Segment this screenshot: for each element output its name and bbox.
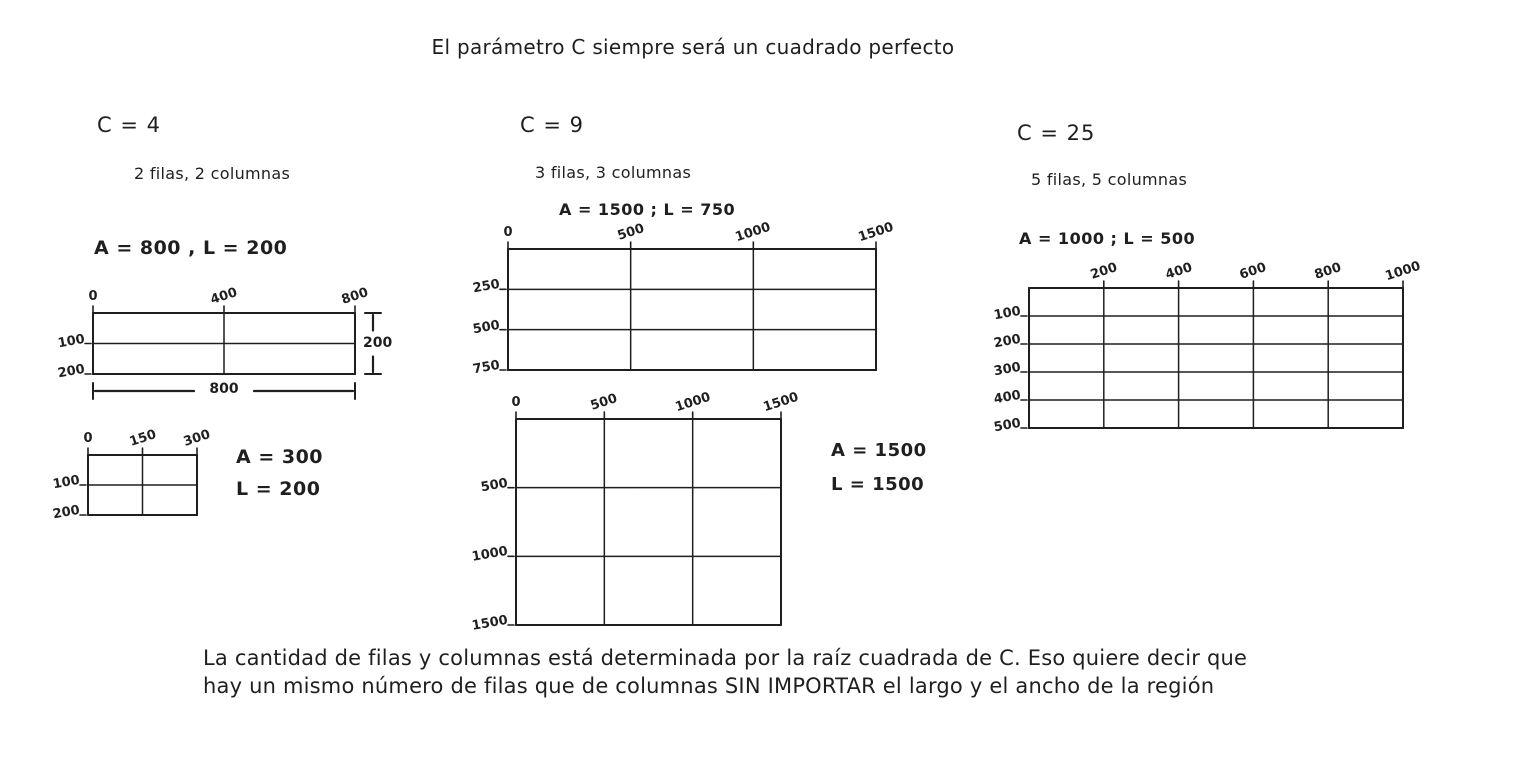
- c25-value-label: C = 25: [1017, 121, 1096, 145]
- c9-top-grid: [471, 219, 896, 378]
- c4-area-length-label: A = 800 , L = 200: [94, 237, 288, 259]
- y-tick-label: 500: [471, 317, 502, 337]
- c4-main-grid: [56, 285, 393, 397]
- x-tick-label: 150: [127, 427, 158, 450]
- height-dimension-label: 200: [363, 334, 393, 351]
- c4-rows-cols-label: 2 filas, 2 columnas: [134, 164, 291, 183]
- y-tick-label: 200: [992, 331, 1023, 352]
- c9-bottom-grid: [470, 389, 801, 634]
- y-tick-label: 200: [56, 361, 87, 382]
- y-tick-label: 400: [992, 387, 1023, 408]
- c4-small-length-label: L = 200: [236, 478, 321, 500]
- grid-lines: [1029, 288, 1403, 428]
- y-tick-label: 500: [992, 415, 1023, 436]
- grid-lines: [93, 313, 355, 374]
- y-tick-label: 500: [479, 475, 510, 495]
- c25-area-length-label: A = 1000 ; L = 500: [1019, 229, 1196, 248]
- y-tick-label: 250: [471, 277, 502, 297]
- grid-lines: [508, 249, 876, 370]
- y-tick-label: 1000: [470, 544, 510, 566]
- grid-lines: [88, 455, 197, 515]
- x-tick-label: 0: [88, 289, 98, 304]
- x-tick-label: 200: [1088, 260, 1120, 283]
- x-tick-label: 1500: [761, 389, 801, 416]
- x-tick-label: 1000: [733, 219, 773, 246]
- y-tick-label: 100: [56, 331, 87, 351]
- c9-bottom-length-label: L = 1500: [831, 474, 925, 495]
- x-tick-label: 1500: [856, 219, 896, 246]
- x-tick-label: 400: [1163, 260, 1194, 283]
- y-tick-label: 100: [992, 303, 1023, 324]
- x-tick-label: 0: [83, 431, 93, 446]
- c9-value-label: C = 9: [520, 113, 584, 137]
- footer-note-line1: La cantidad de filas y columnas está determinada por la raíz cuadrada de C. Eso quiere decir que: [203, 646, 1248, 670]
- y-tick-label: 750: [471, 357, 502, 378]
- c9-bottom-area-label: A = 1500: [831, 440, 927, 461]
- x-tick-label: 0: [503, 225, 513, 240]
- x-tick-label: 800: [1312, 260, 1344, 283]
- x-tick-label: 800: [339, 285, 371, 308]
- c25-main-grid: [992, 258, 1423, 436]
- c25-rows-cols-label: 5 filas, 5 columnas: [1031, 170, 1188, 189]
- c9-rows-cols-label: 3 filas, 3 columnas: [535, 163, 692, 182]
- x-tick-label: 500: [615, 221, 646, 244]
- x-tick-label: 500: [589, 391, 620, 414]
- x-tick-label: 300: [181, 427, 213, 450]
- x-tick-label: 400: [208, 285, 240, 308]
- y-tick-label: 100: [51, 472, 82, 493]
- x-tick-label: 1000: [1383, 258, 1423, 285]
- c4-small-area-label: A = 300: [236, 446, 324, 468]
- footer-note-line2: hay un mismo número de filas que de columnas SIN IMPORTAR el largo y el ancho de la región: [203, 674, 1215, 698]
- y-tick-label: 300: [992, 359, 1023, 380]
- width-dimension-label: 800: [209, 381, 239, 397]
- y-tick-label: 1500: [470, 612, 510, 634]
- c4-value-label: C = 4: [97, 113, 161, 137]
- page-title: El parámetro C siempre será un cuadrado perfecto: [431, 35, 955, 59]
- y-tick-label: 200: [51, 502, 82, 523]
- x-tick-label: 0: [511, 395, 521, 410]
- x-tick-label: 1000: [673, 389, 713, 416]
- grid-lines: [516, 419, 781, 625]
- c4-small-grid: [51, 427, 213, 523]
- c9-area-length-label: A = 1500 ; L = 750: [559, 200, 736, 219]
- x-tick-label: 600: [1238, 260, 1269, 283]
